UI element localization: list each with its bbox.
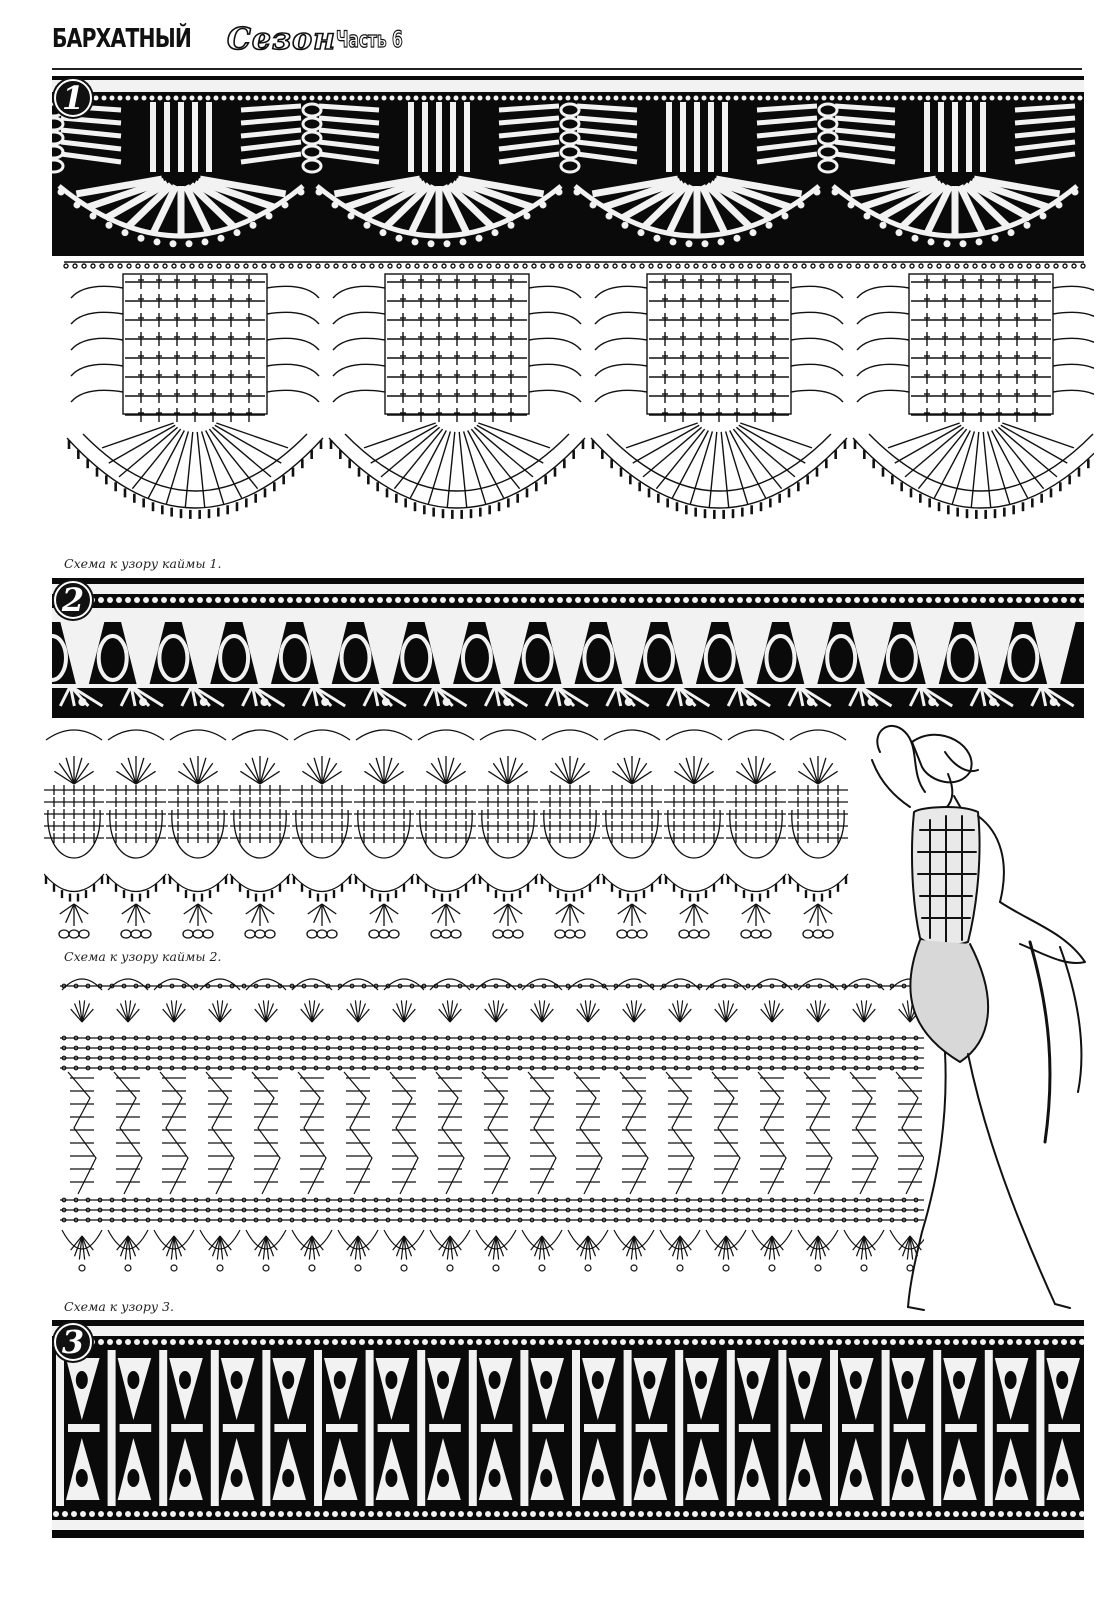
crochet-chart-3-art xyxy=(44,968,924,1298)
section-badge-3 xyxy=(52,1320,104,1372)
caption-2: Схема к узору каймы 2. xyxy=(64,949,222,964)
badge-number: 1 xyxy=(61,79,85,117)
crochet-chart-1 xyxy=(44,258,1094,556)
badge-number: 2 xyxy=(61,581,85,619)
lace-photo-2-art xyxy=(52,578,1084,718)
caption-1: Схема к узору каймы 1. xyxy=(64,556,222,571)
lace-photo-1 xyxy=(52,76,1084,256)
section-badge-1 xyxy=(52,76,104,128)
caption-3: Схема к узору 3. xyxy=(64,1299,174,1314)
lace-photo-3 xyxy=(52,1320,1084,1538)
brand-title: БАРХАТНЫЙ xyxy=(52,24,192,54)
crochet-chart-1-art xyxy=(44,258,1094,556)
crochet-chart-2-art xyxy=(44,724,864,946)
part-label: Часть 6 xyxy=(336,28,403,53)
lace-photo-2 xyxy=(52,578,1084,718)
woman-figure-icon xyxy=(850,712,1100,1322)
crochet-chart-3 xyxy=(44,968,924,1298)
section-badge-2 xyxy=(52,578,104,630)
page-header xyxy=(44,18,1074,70)
lace-photo-3-art xyxy=(52,1320,1084,1538)
crochet-chart-2 xyxy=(44,724,864,946)
header-rule xyxy=(52,68,1082,70)
lace-photo-1-art xyxy=(52,76,1084,256)
season-title: Сезон xyxy=(227,22,336,57)
fashion-illustration-icon xyxy=(850,712,1100,1322)
badge-number: 3 xyxy=(61,1323,85,1361)
